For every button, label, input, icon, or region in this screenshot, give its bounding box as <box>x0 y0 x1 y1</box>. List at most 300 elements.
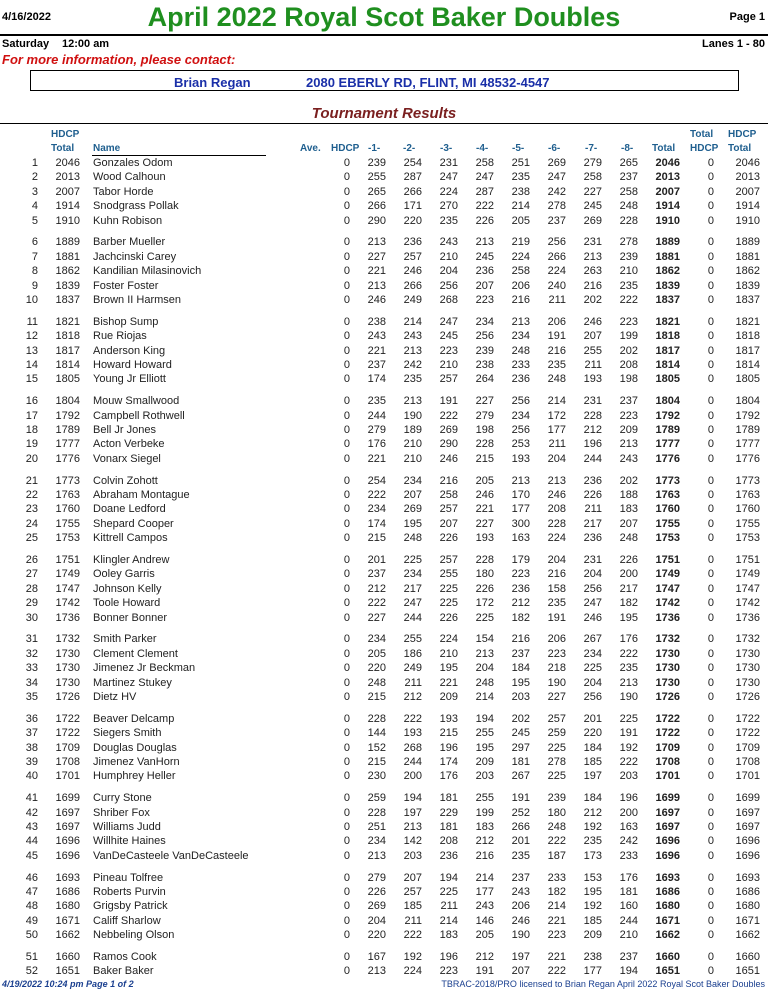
row-hdcp-total: 1730 <box>55 662 80 675</box>
row-game-1-score: 243 <box>367 330 386 343</box>
row-game-2-score: 211 <box>404 914 422 927</box>
row-game-4-score: 247 <box>475 171 494 184</box>
row-game-3-score: 196 <box>439 741 458 754</box>
table-row <box>0 517 768 531</box>
row-hdcp-total: 1805 <box>55 373 80 386</box>
row-rank: 38 <box>25 741 38 754</box>
row-game-5-score: 203 <box>511 690 530 703</box>
row-game-6-score: 224 <box>547 532 566 545</box>
table-row <box>0 820 768 834</box>
row-game-8-score: 237 <box>619 395 638 408</box>
row-hdcp-final-total: 1671 <box>735 914 760 927</box>
row-total: 1821 <box>655 315 680 328</box>
row-game-3-score: 256 <box>439 279 458 292</box>
row-hdcp: 0 <box>343 662 350 675</box>
row-game-6-score: 180 <box>547 806 566 819</box>
row-game-1-score: 213 <box>367 849 386 862</box>
row-hdcp-final-total: 2007 <box>735 185 760 198</box>
row-game-2-score: 255 <box>403 633 422 646</box>
row-game-5-score: 252 <box>511 806 530 819</box>
row-total: 1792 <box>655 409 680 422</box>
row-game-1-score: 230 <box>367 770 386 783</box>
row-rank: 32 <box>25 647 38 660</box>
row-game-8-score: 200 <box>619 568 638 581</box>
row-rank: 34 <box>25 676 38 689</box>
row-hdcp-total: 1749 <box>55 568 80 581</box>
row-game-1-score: 228 <box>367 806 386 819</box>
table-row <box>0 928 768 942</box>
row-total-hdcp: 0 <box>707 395 714 408</box>
row-hdcp-total: 1837 <box>55 293 80 306</box>
event-day: Saturday <box>2 38 50 50</box>
row-total: 2046 <box>655 157 680 169</box>
row-total: 1722 <box>655 727 680 740</box>
row-team-name: Johnson Kelly <box>93 582 162 595</box>
row-game-8-score: 248 <box>619 532 638 545</box>
row-game-4-score: 245 <box>475 250 494 263</box>
row-hdcp-total: 1789 <box>55 424 80 436</box>
row-game-2-score: 242 <box>403 358 422 371</box>
row-game-2-score: 222 <box>403 929 422 942</box>
row-game-5-score: 191 <box>511 792 530 805</box>
row-hdcp-total: 1862 <box>55 265 80 278</box>
row-team-name: Anderson King <box>93 344 166 357</box>
row-game-2-score: 185 <box>403 900 422 913</box>
row-hdcp: 0 <box>343 452 350 465</box>
table-row <box>0 250 768 264</box>
row-game-8-score: 183 <box>619 503 638 516</box>
row-total: 2013 <box>655 171 680 184</box>
row-game-1-score: 255 <box>367 171 386 184</box>
row-rank: 36 <box>25 712 38 725</box>
row-game-8-score: 190 <box>619 690 638 703</box>
row-game-4-score: 255 <box>475 792 494 805</box>
row-game-2-score: 266 <box>403 279 422 292</box>
row-game-7-score: 234 <box>583 647 602 660</box>
row-hdcp: 0 <box>343 676 350 689</box>
row-total: 1730 <box>655 662 680 675</box>
row-hdcp-final-total: 1755 <box>735 517 760 530</box>
row-hdcp-total: 1701 <box>55 770 80 783</box>
row-game-1-score: 235 <box>367 395 386 408</box>
row-game-5-score: 256 <box>511 424 530 436</box>
row-hdcp-final-total: 1701 <box>735 770 760 783</box>
row-game-8-score: 207 <box>619 517 638 530</box>
row-game-7-score: 202 <box>583 293 602 306</box>
row-game-7-score: 246 <box>583 315 602 328</box>
table-row <box>0 849 768 863</box>
row-team-name: Roberts Purvin <box>93 886 166 898</box>
row-game-3-score: 257 <box>439 373 458 386</box>
row-team-name: Abraham Montague <box>93 489 190 501</box>
row-game-8-score: 198 <box>619 373 638 386</box>
row-rank: 39 <box>25 755 38 768</box>
row-hdcp-total: 1726 <box>55 690 80 703</box>
row-team-name: Vonarx Siegel <box>93 452 161 465</box>
row-total-hdcp: 0 <box>707 770 714 783</box>
row-game-5-score: 253 <box>511 438 530 451</box>
row-total: 1837 <box>655 293 680 306</box>
row-total-hdcp: 0 <box>707 741 714 754</box>
row-total-hdcp: 0 <box>707 597 714 610</box>
row-game-5-score: 206 <box>511 900 530 913</box>
row-game-3-score: 181 <box>439 821 458 833</box>
row-team-name: Snodgrass Pollak <box>93 200 179 213</box>
report-title: April 2022 Royal Scot Baker Doubles <box>147 2 621 32</box>
table-row <box>0 806 768 820</box>
row-hdcp: 0 <box>343 582 350 595</box>
row-game-2-score: 211 <box>404 676 422 689</box>
row-hdcp: 0 <box>343 914 350 927</box>
contact-address: 2080 EBERLY RD, FLINT, MI 48532-4547 <box>306 75 550 90</box>
row-hdcp-total: 1914 <box>55 200 80 213</box>
row-game-8-score: 235 <box>619 279 638 292</box>
row-hdcp-total: 1732 <box>55 633 80 646</box>
col-hdcp-total-line2: Total <box>51 143 75 154</box>
row-total-hdcp: 0 <box>707 293 714 306</box>
row-game-3-score: 193 <box>439 712 458 725</box>
row-game-4-score: 243 <box>475 900 494 913</box>
row-game-7-score: 269 <box>583 214 602 227</box>
row-game-4-score: 194 <box>475 712 494 725</box>
row-game-3-score: 196 <box>439 951 458 963</box>
row-game-4-score: 287 <box>475 185 494 198</box>
row-game-6-score: 225 <box>547 741 566 754</box>
row-game-4-score: 199 <box>475 806 494 819</box>
row-team-name: Jimenez VanHorn <box>93 755 180 768</box>
row-rank: 43 <box>25 821 38 833</box>
row-game-1-score: 215 <box>367 690 386 703</box>
row-game-3-score: 221 <box>439 676 458 689</box>
row-game-6-score: 246 <box>547 489 566 501</box>
row-hdcp-final-total: 1792 <box>735 409 760 422</box>
row-hdcp-final-total: 1708 <box>735 755 760 768</box>
row-game-1-score: 244 <box>367 409 386 422</box>
row-game-8-score: 181 <box>619 886 638 898</box>
row-team-name: VanDeCasteele VanDeCasteele <box>93 849 249 862</box>
row-total-hdcp: 0 <box>707 157 714 169</box>
row-total-hdcp: 0 <box>707 474 714 487</box>
col-game-8: -8- <box>621 143 634 154</box>
row-total: 1671 <box>655 914 680 927</box>
row-team-name: Martinez Stukey <box>93 676 172 689</box>
row-hdcp: 0 <box>343 597 350 610</box>
table-row <box>0 647 768 661</box>
row-game-7-score: 255 <box>583 344 602 357</box>
row-game-3-score: 236 <box>439 849 458 862</box>
row-hdcp: 0 <box>343 373 350 386</box>
row-game-1-score: 237 <box>367 358 386 371</box>
row-game-6-score: 177 <box>547 424 566 436</box>
row-game-2-score: 244 <box>403 755 422 768</box>
col-game-4: -4- <box>476 143 489 154</box>
row-total-hdcp: 0 <box>707 424 714 436</box>
row-game-4-score: 154 <box>475 633 494 646</box>
row-game-4-score: 228 <box>475 554 494 566</box>
row-game-5-score: 258 <box>511 265 530 278</box>
row-game-2-score: 266 <box>403 185 422 198</box>
row-game-3-score: 224 <box>439 633 458 646</box>
row-game-2-score: 213 <box>403 395 422 408</box>
row-game-3-score: 211 <box>440 900 458 913</box>
row-rank: 17 <box>25 409 38 422</box>
row-game-5-score: 163 <box>511 532 530 545</box>
row-hdcp-total: 1881 <box>55 250 80 263</box>
row-game-1-score: 212 <box>367 582 386 595</box>
table-row <box>0 755 768 769</box>
table-row <box>0 726 768 740</box>
row-total-hdcp: 0 <box>707 452 714 465</box>
row-game-1-score: 227 <box>367 250 386 263</box>
row-game-7-score: 225 <box>583 662 602 675</box>
row-game-2-score: 234 <box>403 474 422 487</box>
row-team-name: Colvin Zohott <box>93 474 158 487</box>
row-hdcp-final-total: 1839 <box>735 279 760 292</box>
row-hdcp-final-total: 1693 <box>735 871 760 884</box>
row-hdcp-total: 1814 <box>55 358 80 371</box>
row-rank: 5 <box>31 214 38 227</box>
row-game-5-score: 213 <box>511 315 530 328</box>
row-game-2-score: 197 <box>403 806 422 819</box>
row-team-name: Curry Stone <box>93 792 152 805</box>
row-game-6-score: 218 <box>547 662 566 675</box>
row-game-6-score: 206 <box>547 315 566 328</box>
row-game-3-score: 194 <box>439 871 458 884</box>
table-row <box>0 474 768 488</box>
row-game-4-score: 205 <box>475 474 494 487</box>
row-game-4-score: 172 <box>475 597 494 610</box>
row-hdcp-total: 1755 <box>55 517 80 530</box>
row-game-6-score: 214 <box>547 395 566 408</box>
row-game-4-score: 236 <box>475 265 494 278</box>
row-hdcp-final-total: 1804 <box>735 395 760 408</box>
row-total: 1751 <box>655 554 680 566</box>
row-game-7-score: 235 <box>583 835 602 848</box>
row-game-7-score: 211 <box>584 503 602 516</box>
row-total-hdcp: 0 <box>707 662 714 675</box>
row-total-hdcp: 0 <box>707 200 714 213</box>
row-total-hdcp: 0 <box>707 279 714 292</box>
row-hdcp-total: 1699 <box>55 792 80 805</box>
row-game-2-score: 213 <box>403 344 422 357</box>
row-team-name: Brown II Harmsen <box>93 293 182 306</box>
table-row <box>0 279 768 293</box>
row-game-4-score: 183 <box>475 821 494 833</box>
row-game-4-score: 221 <box>475 503 494 516</box>
row-hdcp-final-total: 1753 <box>735 532 760 545</box>
row-hdcp: 0 <box>343 265 350 278</box>
table-row <box>0 582 768 596</box>
row-game-4-score: 256 <box>475 330 494 343</box>
row-rank: 51 <box>25 951 38 963</box>
row-game-6-score: 211 <box>548 438 566 451</box>
row-game-7-score: 228 <box>583 409 602 422</box>
row-game-1-score: 213 <box>367 236 386 249</box>
row-total-hdcp: 0 <box>707 265 714 278</box>
row-rank: 10 <box>25 293 38 306</box>
col-hdcp-total-end-line2: Total <box>728 143 752 154</box>
row-game-6-score: 224 <box>547 265 566 278</box>
row-game-2-score: 210 <box>403 438 422 451</box>
row-hdcp-final-total: 1777 <box>735 438 760 451</box>
col-hdcp: HDCP <box>331 143 360 154</box>
row-game-4-score: 212 <box>475 835 494 848</box>
row-total-hdcp: 0 <box>707 792 714 805</box>
row-game-7-score: 267 <box>583 633 602 646</box>
row-rank: 4 <box>31 200 38 213</box>
row-rank: 47 <box>25 886 38 898</box>
row-game-5-score: 237 <box>511 647 530 660</box>
row-total: 1777 <box>655 438 680 451</box>
row-game-2-score: 192 <box>403 951 422 963</box>
row-total: 1755 <box>655 517 680 530</box>
row-game-2-score: 217 <box>403 582 422 595</box>
row-total-hdcp: 0 <box>707 611 714 624</box>
row-game-3-score: 290 <box>439 438 458 451</box>
row-total: 1773 <box>655 474 680 487</box>
row-hdcp-total: 1722 <box>55 712 80 725</box>
row-hdcp: 0 <box>343 157 350 169</box>
row-game-1-score: 279 <box>367 871 386 884</box>
row-game-5-score: 205 <box>511 214 530 227</box>
row-rank: 49 <box>25 914 38 927</box>
row-game-3-score: 223 <box>439 344 458 357</box>
row-hdcp-final-total: 1747 <box>735 582 760 595</box>
row-game-8-score: 163 <box>619 821 638 833</box>
row-game-3-score: 195 <box>439 662 458 675</box>
row-game-4-score: 225 <box>475 611 494 624</box>
row-game-4-score: 255 <box>475 727 494 740</box>
row-total: 1736 <box>655 611 680 624</box>
row-game-3-score: 225 <box>439 886 458 898</box>
row-hdcp: 0 <box>343 409 350 422</box>
lanes-range: Lanes 1 - 80 <box>702 38 765 50</box>
row-game-1-score: 227 <box>367 611 386 624</box>
row-hdcp: 0 <box>343 568 350 581</box>
row-hdcp-total: 2013 <box>55 171 80 184</box>
row-total: 1814 <box>655 358 680 371</box>
row-total-hdcp: 0 <box>707 900 714 913</box>
row-game-3-score: 181 <box>439 792 458 805</box>
row-game-8-score: 228 <box>619 214 638 227</box>
row-game-4-score: 213 <box>475 236 494 249</box>
row-game-1-score: 220 <box>367 662 386 675</box>
row-total-hdcp: 0 <box>707 835 714 848</box>
row-hdcp-final-total: 1730 <box>735 662 760 675</box>
row-game-4-score: 226 <box>475 582 494 595</box>
row-game-2-score: 249 <box>403 662 422 675</box>
section-title: Tournament Results <box>311 105 457 122</box>
row-game-1-score: 259 <box>367 792 386 805</box>
row-rank: 42 <box>25 806 38 819</box>
row-hdcp-final-total: 1817 <box>735 344 760 357</box>
row-team-name: Pineau Tolfree <box>93 871 164 884</box>
row-game-6-score: 235 <box>547 358 566 371</box>
row-game-5-score: 233 <box>511 358 530 371</box>
row-hdcp-final-total: 1821 <box>735 315 760 328</box>
row-hdcp: 0 <box>343 712 350 725</box>
row-hdcp: 0 <box>343 395 350 408</box>
row-hdcp: 0 <box>343 929 350 942</box>
row-game-7-score: 192 <box>583 900 602 913</box>
row-rank: 24 <box>25 517 38 530</box>
row-hdcp-final-total: 1660 <box>735 951 760 963</box>
row-hdcp: 0 <box>343 965 350 978</box>
row-total-hdcp: 0 <box>707 821 714 833</box>
row-game-7-score: 204 <box>583 676 602 689</box>
row-total: 1789 <box>655 424 680 436</box>
row-game-8-score: 265 <box>619 157 638 169</box>
row-game-5-score: 251 <box>511 157 530 169</box>
row-game-6-score: 172 <box>547 409 566 422</box>
row-game-1-score: 239 <box>367 157 386 169</box>
row-game-2-score: 269 <box>403 503 422 516</box>
row-game-6-score: 237 <box>547 214 566 227</box>
row-total: 1749 <box>655 568 680 581</box>
row-game-6-score: 247 <box>547 171 566 184</box>
row-total-hdcp: 0 <box>707 929 714 942</box>
row-hdcp: 0 <box>343 250 350 263</box>
row-hdcp-total: 1818 <box>55 330 80 343</box>
row-total-hdcp: 0 <box>707 755 714 768</box>
row-rank: 29 <box>25 597 38 610</box>
row-total-hdcp: 0 <box>707 517 714 530</box>
table-row <box>0 914 768 928</box>
table-row <box>0 741 768 755</box>
row-game-1-score: 215 <box>367 532 386 545</box>
row-hdcp: 0 <box>343 532 350 545</box>
row-hdcp-final-total: 1686 <box>735 886 760 898</box>
row-game-5-score: 297 <box>511 741 530 754</box>
row-game-8-score: 244 <box>619 914 638 927</box>
col-game-2: -2- <box>403 143 416 154</box>
row-rank: 25 <box>25 532 38 545</box>
row-hdcp: 0 <box>343 171 350 184</box>
row-team-name: Tabor Horde <box>93 185 154 198</box>
row-hdcp: 0 <box>343 214 350 227</box>
row-game-7-score: 192 <box>583 821 602 833</box>
row-game-2-score: 222 <box>403 712 422 725</box>
row-hdcp-total: 1651 <box>55 965 80 978</box>
row-rank: 18 <box>25 424 38 436</box>
row-game-6-score: 242 <box>547 185 566 198</box>
row-game-8-score: 210 <box>619 929 638 942</box>
row-game-5-score: 236 <box>511 582 530 595</box>
row-game-1-score: 174 <box>367 373 386 386</box>
row-total-hdcp: 0 <box>707 582 714 595</box>
row-game-1-score: 266 <box>367 200 386 213</box>
row-hdcp-total: 1730 <box>55 647 80 660</box>
row-hdcp-final-total: 1742 <box>735 597 760 610</box>
row-hdcp-final-total: 1730 <box>735 676 760 689</box>
row-hdcp-total: 1708 <box>55 755 80 768</box>
row-rank: 23 <box>25 503 38 516</box>
row-game-8-score: 223 <box>619 409 638 422</box>
row-game-6-score: 191 <box>547 330 566 343</box>
row-game-2-score: 244 <box>403 611 422 624</box>
row-total: 1696 <box>655 835 680 848</box>
row-team-name: Grigsby Patrick <box>93 900 168 913</box>
row-game-8-score: 203 <box>619 770 638 783</box>
row-hdcp-final-total: 1889 <box>735 236 760 249</box>
row-rank: 41 <box>25 792 38 805</box>
row-hdcp-total: 1697 <box>55 806 80 819</box>
row-game-4-score: 180 <box>475 568 494 581</box>
row-rank: 7 <box>31 250 38 263</box>
row-game-6-score: 216 <box>547 344 566 357</box>
row-game-7-score: 184 <box>583 792 602 805</box>
row-hdcp: 0 <box>343 344 350 357</box>
